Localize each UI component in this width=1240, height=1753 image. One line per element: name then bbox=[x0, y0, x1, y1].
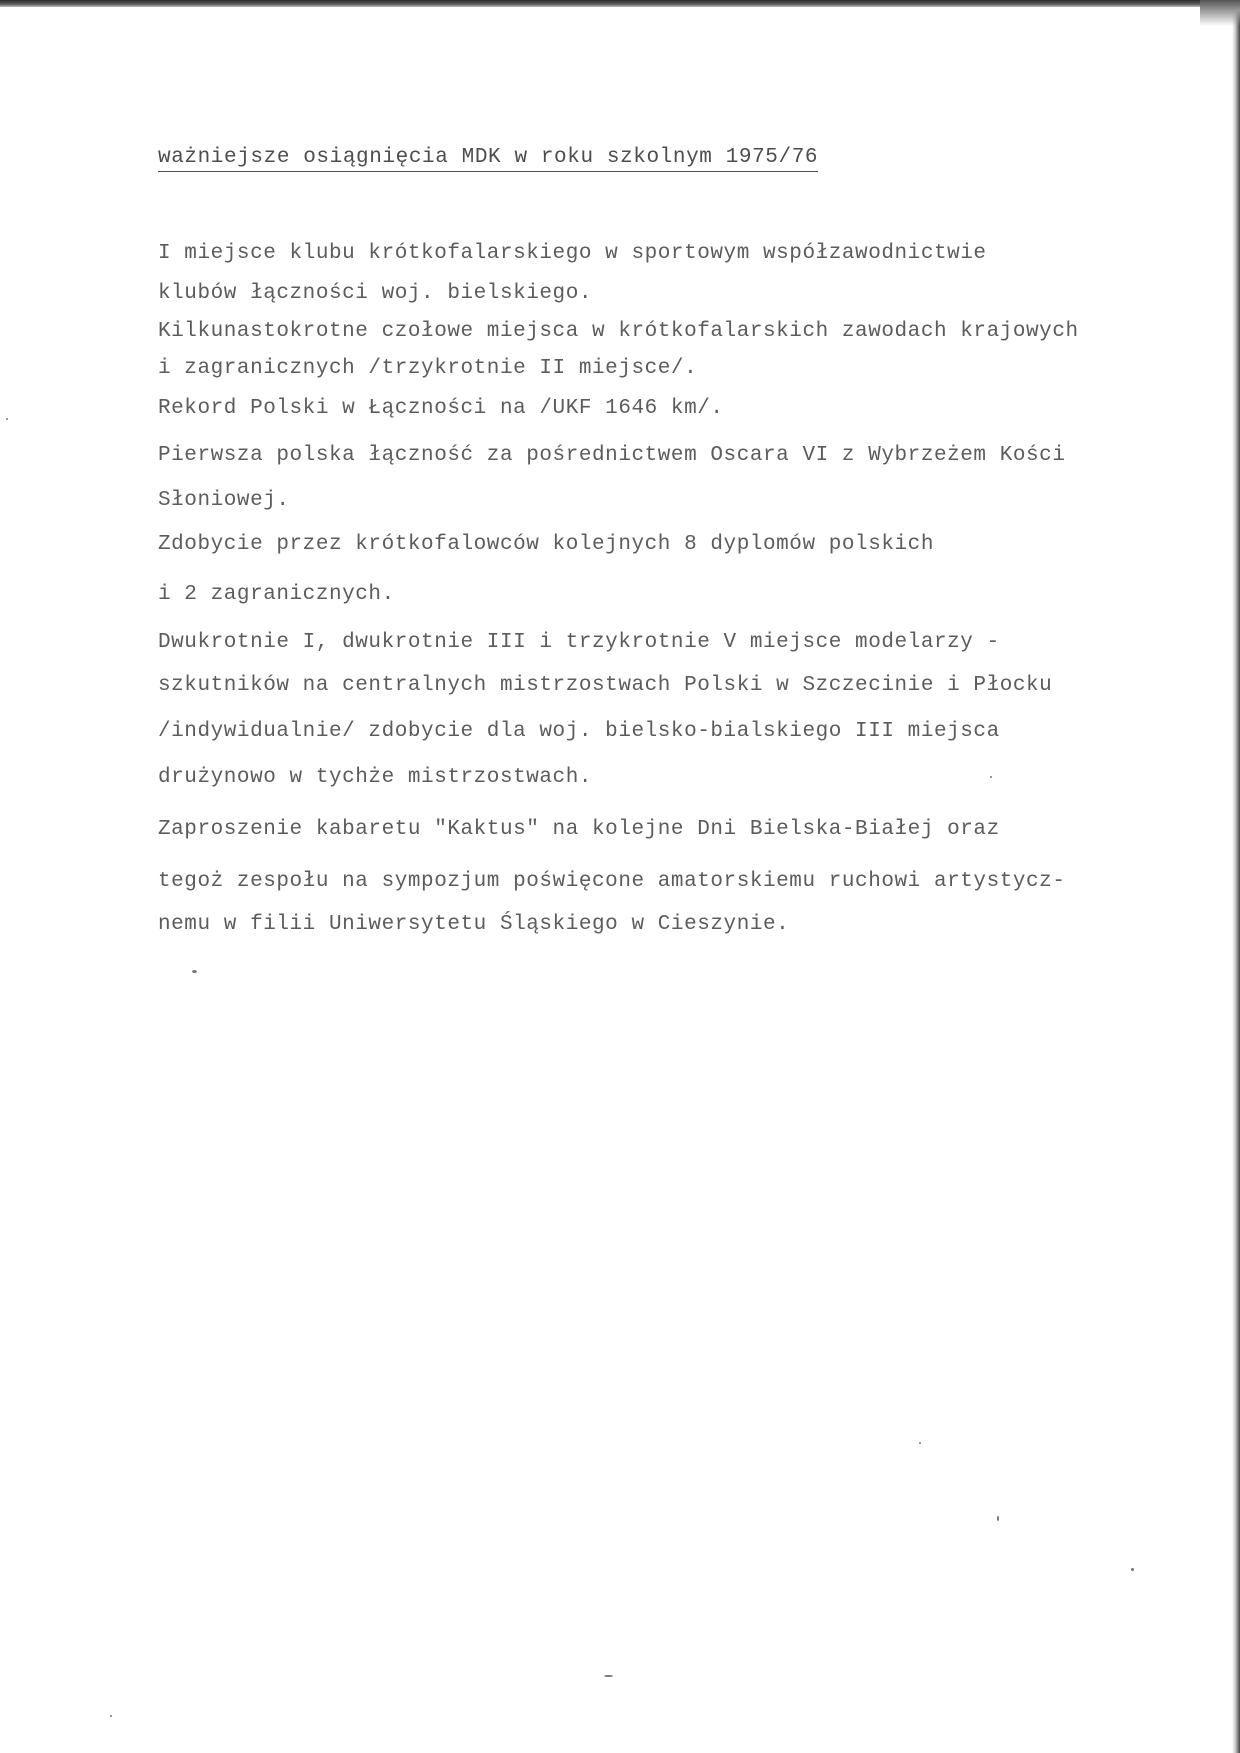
scan-right-edge bbox=[1232, 0, 1240, 1753]
paragraph-line: Kilkunastokrotne czołowe miejsca w krótkofalarskich zawodach krajowych bbox=[158, 320, 1079, 343]
scan-speck bbox=[6, 418, 8, 420]
scan-speck bbox=[192, 970, 197, 973]
paragraph-line: Rekord Polski w Łączności na /UKF 1646 km/. bbox=[158, 397, 724, 420]
paragraph-line: Zdobycie przez krótkofalowców kolejnych 8 dyplomów polskich bbox=[158, 533, 934, 556]
paragraph-line: nemu w filii Uniwersytetu Śląskiego w Cieszynie. bbox=[158, 913, 790, 936]
paragraph-line: tegoż zespołu na sympozjum poświęcone amatorskiemu ruchowi artystycz- bbox=[158, 870, 1066, 893]
paragraph-line: Dwukrotnie I, dwukrotnie III i trzykrotnie V miejsce modelarzy - bbox=[158, 631, 1000, 654]
scan-corner-shadow bbox=[1200, 0, 1240, 26]
scan-speck bbox=[990, 776, 992, 778]
paragraph-line: i zagranicznych /trzykrotnie II miejsce/. bbox=[158, 357, 698, 380]
paragraph-line: /indywidualnie/ zdobycie dla woj. bielsko-bialskiego III miejsca bbox=[158, 720, 1000, 743]
paragraph-line: I miejsce klubu krótkofalarskiego w sportowym współzawodnictwie bbox=[158, 242, 987, 265]
paragraph-line: i 2 zagranicznych. bbox=[158, 583, 395, 606]
paragraph-line: Słoniowej. bbox=[158, 489, 290, 512]
scan-speck bbox=[997, 1516, 999, 1521]
paragraph-line: klubów łączności woj. bielskiego. bbox=[158, 282, 593, 305]
scan-speck bbox=[1131, 1568, 1134, 1571]
paragraph-line: drużynowo w tychże mistrzostwach. bbox=[158, 766, 593, 789]
document-title: ważniejsze osiągnięcia MDK w roku szkolnym 1975/76 bbox=[158, 146, 818, 172]
paragraph-line: szkutników na centralnych mistrzostwach Polski w Szczecinie i Płocku bbox=[158, 674, 1053, 697]
scan-speck bbox=[919, 1442, 921, 1444]
paragraph-line: Zaproszenie kabaretu "Kaktus" na kolejne Dni Bielska-Białej oraz bbox=[158, 818, 1000, 841]
scan-speck bbox=[604, 1675, 613, 1677]
paragraph-line: Pierwsza polska łączność za pośrednictwem Oscara VI z Wybrzeżem Kości bbox=[158, 444, 1066, 467]
scan-top-edge bbox=[0, 0, 1240, 7]
scan-speck bbox=[110, 1715, 112, 1717]
